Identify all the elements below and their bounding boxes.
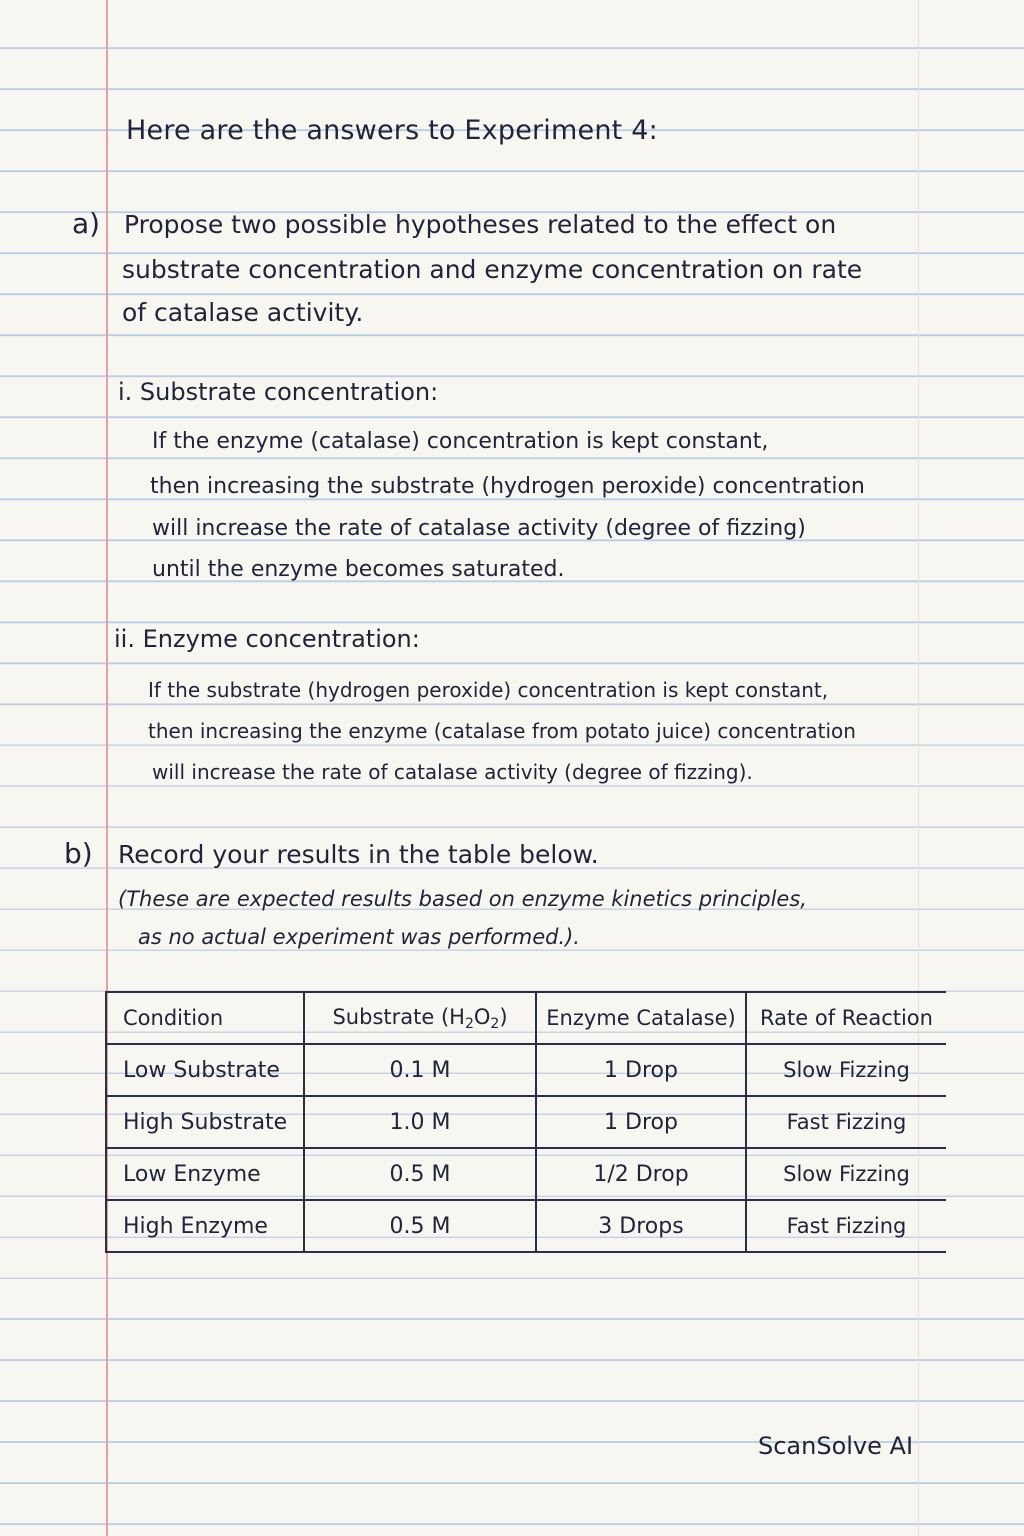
page-heading: Here are the answers to Experiment 4: xyxy=(126,115,658,146)
substrate-cell: 1.0 M xyxy=(304,1096,536,1148)
substrate-hypothesis-line-1: If the enzyme (catalase) concentration is kept constant, xyxy=(152,429,769,454)
table-row xyxy=(106,1096,946,1148)
part-b-note-line-1: (These are expected results based on enzyme kinetics principles, xyxy=(118,887,807,911)
part-a-question-line-2: substrate concentration and enzyme concentration on rate xyxy=(122,255,863,284)
enzyme-cell: 1 Drop xyxy=(536,1096,746,1148)
part-b-marker: b) xyxy=(64,837,93,870)
part-a-question-line-3: of catalase activity. xyxy=(122,298,364,327)
header-substrate-suffix: ) xyxy=(499,1004,508,1029)
substrate-cell: 0.1 M xyxy=(304,1044,536,1096)
part-a-question-line-1: Propose two possible hypotheses related to the effect on xyxy=(124,210,837,239)
header-substrate-mid: O xyxy=(473,1004,491,1029)
substrate-hypothesis-line-3: will increase the rate of catalase activity (degree of fizzing) xyxy=(152,516,806,541)
substrate-cell: 0.5 M xyxy=(304,1200,536,1252)
substrate-concentration-label: i. Substrate concentration: xyxy=(118,378,439,406)
header-substrate-subscript-h: 2 xyxy=(464,1015,474,1032)
results-table xyxy=(105,991,946,1253)
substrate-hypothesis-line-4: until the enzyme becomes saturated. xyxy=(152,557,565,582)
part-b-instruction: Record your results in the table below. xyxy=(118,840,599,869)
substrate-cell: 0.5 M xyxy=(304,1148,536,1200)
condition-cell: Low Enzyme xyxy=(106,1148,304,1200)
rate-cell: Slow Fizzing xyxy=(746,1044,946,1096)
substrate-hypothesis-line-2: then increasing the substrate (hydrogen peroxide) concentration xyxy=(150,474,865,499)
table-row xyxy=(106,1044,946,1096)
header-rate: Rate of Reaction xyxy=(746,992,946,1044)
header-substrate-subscript-o: 2 xyxy=(490,1015,500,1032)
condition-cell: Low Substrate xyxy=(106,1044,304,1096)
rate-cell: Slow Fizzing xyxy=(746,1148,946,1200)
enzyme-cell: 3 Drops xyxy=(536,1200,746,1252)
condition-cell: High Substrate xyxy=(106,1096,304,1148)
rate-cell: Fast Fizzing xyxy=(746,1096,946,1148)
table-row xyxy=(106,1200,946,1252)
page-edge-line xyxy=(918,0,919,1536)
enzyme-hypothesis-line-1: If the substrate (hydrogen peroxide) concentration is kept constant, xyxy=(148,678,829,702)
header-substrate xyxy=(304,992,536,1044)
part-a-marker: a) xyxy=(72,207,101,240)
enzyme-cell: 1 Drop xyxy=(536,1044,746,1096)
table-header-row xyxy=(106,992,946,1044)
notebook-margin-line xyxy=(106,0,108,1536)
enzyme-hypothesis-line-2: then increasing the enzyme (catalase from potato juice) concentration xyxy=(148,719,856,743)
part-b-note-line-2: as no actual experiment was performed.). xyxy=(138,925,580,949)
enzyme-concentration-label: ii. Enzyme concentration: xyxy=(114,625,420,653)
condition-cell: High Enzyme xyxy=(106,1200,304,1252)
rate-cell: Fast Fizzing xyxy=(746,1200,946,1252)
scansolve-watermark: ScanSolve AI xyxy=(758,1432,914,1460)
enzyme-cell: 1/2 Drop xyxy=(536,1148,746,1200)
enzyme-hypothesis-line-3: will increase the rate of catalase activity (degree of fizzing). xyxy=(152,760,753,784)
header-enzyme: Enzyme Catalase) xyxy=(536,992,746,1044)
header-substrate-prefix: Substrate (H xyxy=(332,1004,465,1029)
table-row xyxy=(106,1148,946,1200)
header-condition: Condition xyxy=(106,992,304,1044)
